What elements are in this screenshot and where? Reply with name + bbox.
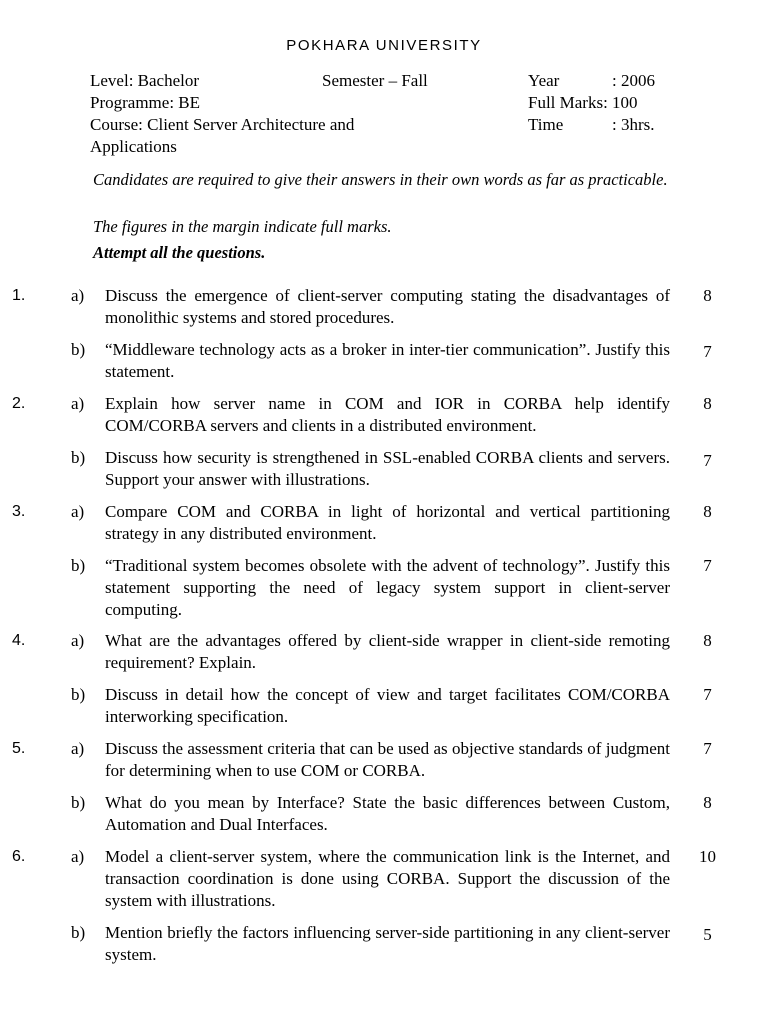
question-number: 4. — [12, 632, 26, 649]
part-label: b) — [71, 923, 86, 942]
part-label: b) — [71, 556, 86, 575]
question-marks: 10 — [699, 847, 716, 866]
question-text: Discuss the assessment criteria that can be used as objective standards of judgment for determining when to use COM or CORBA. — [105, 739, 670, 780]
question-text: What do you mean by Interface? State the basic differences between Custom, Automation and Dual Interfaces. — [105, 793, 670, 834]
semester: Semester – Fall — [322, 71, 428, 90]
question-number: 5. — [12, 740, 26, 757]
question-number: 6. — [12, 848, 26, 865]
question-text: What are the advantages offered by client-side wrapper in client-side remoting requirement? Explain. — [105, 631, 670, 672]
part-label: b) — [71, 448, 86, 467]
part-label: b) — [71, 340, 86, 359]
question-marks: 8 — [703, 631, 712, 650]
question-marks: 7 — [703, 739, 712, 758]
full-marks: Full Marks: 100 — [528, 93, 638, 112]
question-text: Discuss the emergence of client-server computing stating the disadvantages of monolithic systems and stored procedures. — [105, 286, 670, 327]
university-title: POKHARA UNIVERSITY — [286, 37, 482, 54]
question-text: Compare COM and CORBA in light of horizontal and vertical partitioning strategy in any distributed environment. — [105, 502, 670, 543]
year-value: : 2006 — [612, 71, 655, 90]
question-marks: 7 — [703, 451, 712, 470]
question-marks: 5 — [703, 925, 712, 944]
question-text: Mention briefly the factors influencing server-side partitioning in any client-server system. — [105, 923, 670, 964]
part-label: b) — [71, 685, 86, 704]
time-value: : 3hrs. — [612, 115, 655, 134]
programme: Programme: BE — [90, 93, 201, 112]
part-label: a) — [71, 631, 85, 650]
level: Level: Bachelor — [90, 71, 200, 90]
question-text: Model a client-server system, where the communication link is the Internet, and transaction coordination is done using CORBA. Support the discussion of the system with illustrations. — [105, 847, 670, 910]
question-marks: 8 — [703, 502, 712, 521]
question-text: Explain how server name in COM and IOR in CORBA help identify COM/CORBA servers and clients in a distributed environment. — [105, 394, 670, 435]
instruction-own-words: Candidates are required to give their answers in their own words as far as practicable. — [93, 170, 668, 189]
question-number: 3. — [12, 503, 26, 520]
part-label: a) — [71, 739, 85, 758]
question-text: “Traditional system becomes obsolete with the advent of technology”. Justify this statement supporting the need of legacy system support in client-server computing. — [105, 556, 670, 619]
part-label: b) — [71, 793, 86, 812]
question-marks: 8 — [703, 394, 712, 413]
question-number: 1. — [12, 287, 26, 304]
instruction-attempt-all: Attempt all the questions. — [93, 243, 266, 262]
part-label: a) — [71, 394, 85, 413]
question-marks: 7 — [703, 342, 712, 361]
part-label: a) — [71, 502, 85, 521]
question-marks: 8 — [703, 286, 712, 305]
question-number: 2. — [12, 395, 26, 412]
question-text: Discuss in detail how the concept of view and target facilitates COM/CORBA interworking specification. — [105, 685, 670, 726]
question-marks: 8 — [703, 793, 712, 812]
course-continued: Applications — [90, 137, 177, 156]
part-label: a) — [71, 286, 85, 305]
course: Course: Client Server Architecture and — [90, 115, 355, 134]
part-label: a) — [71, 847, 85, 866]
question-text: “Middleware technology acts as a broker in inter-tier communication”. Justify this statement. — [105, 340, 670, 381]
question-marks: 7 — [703, 685, 712, 704]
instruction-margin-marks: The figures in the margin indicate full marks. — [93, 217, 392, 236]
year-label: Year — [528, 71, 560, 90]
time-label: Time — [528, 115, 564, 134]
question-marks: 7 — [703, 556, 712, 575]
question-text: Discuss how security is strengthened in SSL-enabled CORBA clients and servers. Support your answer with illustrations. — [105, 448, 670, 489]
